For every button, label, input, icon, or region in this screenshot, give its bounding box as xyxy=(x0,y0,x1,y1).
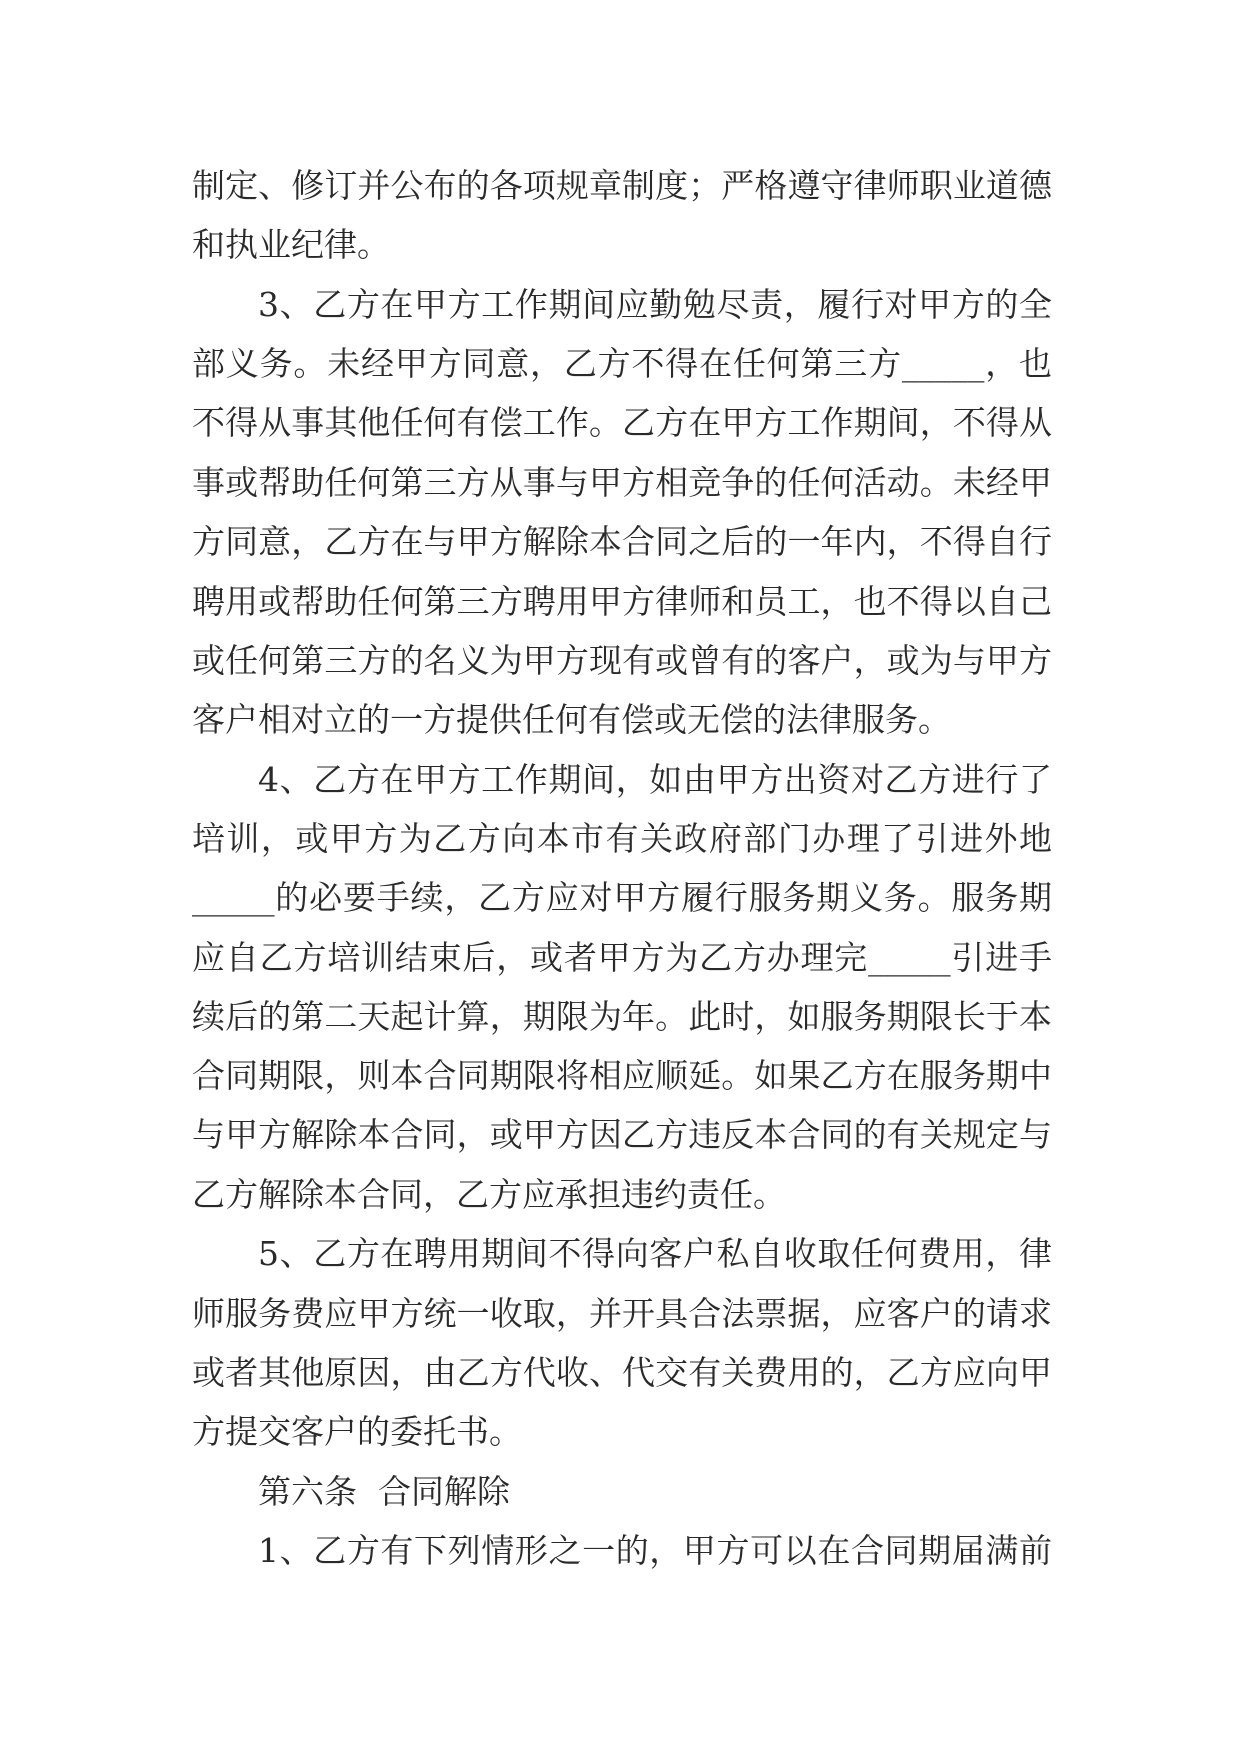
text-line: 事或帮助任何第三方从事与甲方相竞争的任何活动。未经甲 xyxy=(192,463,1052,502)
paragraph-5-first-line: 5、乙方在聘用期间不得向客户私自收取任何费用，律 xyxy=(258,1234,1052,1273)
text-line: 或任何第三方的名义为甲方现有或曾有的客户，或为与甲方 xyxy=(192,641,1052,680)
text-line: 部义务。未经甲方同意，乙方不得在任何第三方_____，也 xyxy=(192,344,1052,383)
paragraph-4-first-line: 4、乙方在甲方工作期间，如由甲方出资对乙方进行了 xyxy=(258,760,1052,799)
text-line: 不得从事其他任何有偿工作。乙方在甲方工作期间，不得从 xyxy=(192,403,1052,442)
text-line: 聘用或帮助任何第三方聘用甲方律师和员工，也不得以自己 xyxy=(192,582,1052,621)
text-line: 方提交客户的委托书。 xyxy=(192,1412,522,1451)
paragraph-6-1-first-line: 1、乙方有下列情形之一的，甲方可以在合同期届满前 xyxy=(258,1531,1052,1570)
paragraph-3-first-line: 3、乙方在甲方工作期间应勤勉尽责，履行对甲方的全 xyxy=(258,285,1052,324)
text-line: 方同意，乙方在与甲方解除本合同之后的一年内，不得自行 xyxy=(192,522,1052,561)
text-line: 或者其他原因，由乙方代收、代交有关费用的，乙方应向甲 xyxy=(192,1353,1052,1392)
text-line: 合同期限，则本合同期限将相应顺延。如果乙方在服务期中 xyxy=(192,1056,1052,1095)
text-line: 与甲方解除本合同，或甲方因乙方违反本合同的有关规定与 xyxy=(192,1115,1052,1154)
text-line: 师服务费应甲方统一收取，并开具合法票据，应客户的请求 xyxy=(192,1294,1052,1333)
text-line: _____的必要手续，乙方应对甲方履行服务期义务。服务期 xyxy=(192,878,1052,917)
text-line: 和执业纪律。 xyxy=(192,225,390,264)
section-heading-article-6: 第六条 合同解除 xyxy=(258,1472,510,1511)
text-line: 培训，或甲方为乙方向本市有关政府部门办理了引进外地 xyxy=(192,819,1052,858)
text-line: 制定、修订并公布的各项规章制度；严格遵守律师职业道德 xyxy=(192,166,1052,205)
text-line: 客户相对立的一方提供任何有偿或无偿的法律服务。 xyxy=(192,700,951,739)
text-line: 乙方解除本合同，乙方应承担违约责任。 xyxy=(192,1175,786,1214)
text-line: 应自乙方培训结束后，或者甲方为乙方办理完_____引进手 xyxy=(192,938,1052,977)
text-line: 续后的第二天起计算，期限为年。此时，如服务期限长于本 xyxy=(192,997,1052,1036)
